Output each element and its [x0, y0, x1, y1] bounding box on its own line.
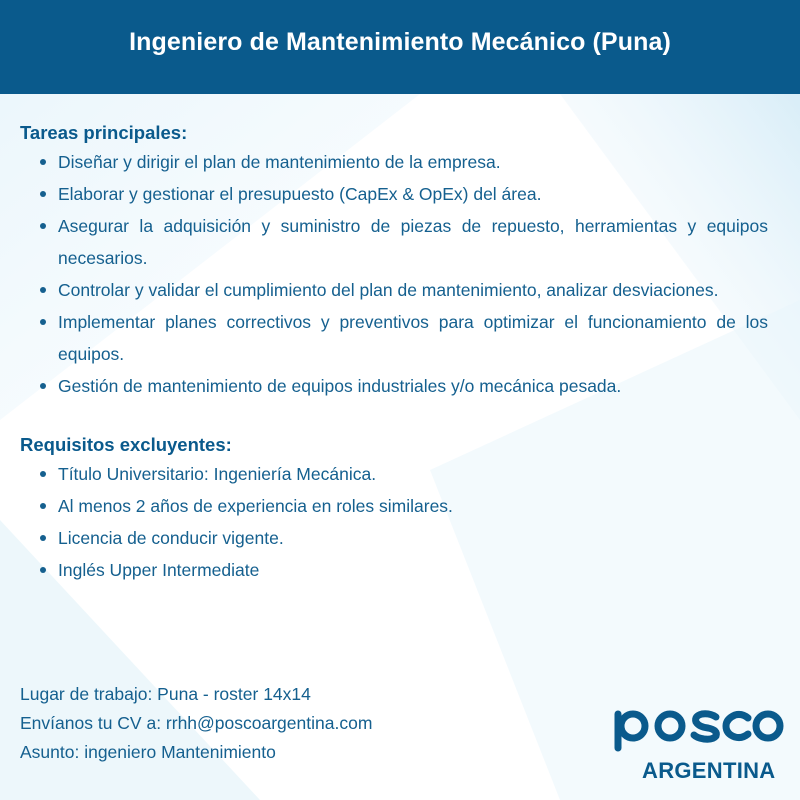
- list-item: Inglés Upper Intermediate: [38, 554, 768, 586]
- requirements-title: Requisitos excluyentes:: [20, 434, 232, 455]
- header-banner: [0, 0, 800, 94]
- list-item: Título Universitario: Ingeniería Mecánica.: [38, 458, 768, 490]
- contact-info: [20, 680, 372, 767]
- list-item: Implementar planes correctivos y preventivos para optimizar el funcionamiento de los equipos.: [38, 306, 768, 370]
- list-item: Gestión de mantenimiento de equipos industriales y/o mecánica pesada.: [38, 370, 768, 402]
- tasks-title: Tareas principales:: [20, 122, 188, 143]
- list-item: Al menos 2 años de experiencia en roles similares.: [38, 490, 768, 522]
- email-subject: Asunto: ingeniero Mantenimiento: [20, 742, 276, 762]
- list-item: Diseñar y dirigir el plan de mantenimiento de la empresa.: [38, 146, 768, 178]
- cv-email: Envíanos tu CV a: rrhh@poscoargentina.com: [20, 713, 373, 733]
- work-location: Lugar de trabajo: Puna - roster 14x14: [20, 684, 311, 704]
- page-title: Ingeniero de Mantenimiento Mecánico (Puna): [129, 28, 671, 56]
- list-item: Licencia de conducir vigente.: [38, 522, 768, 554]
- main-content: [20, 120, 768, 586]
- list-item: Asegurar la adquisición y suministro de piezas de repuesto, herramientas y equipos necesarios.: [38, 210, 768, 274]
- requirements-list: [38, 458, 768, 586]
- list-item: Controlar y validar el cumplimiento del plan de mantenimiento, analizar desviaciones.: [38, 274, 768, 306]
- list-item: Elaborar y gestionar el presupuesto (CapEx & OpEx) del área.: [38, 178, 768, 210]
- tasks-list: [38, 146, 768, 402]
- logo-subtitle: ARGENTINA: [642, 758, 776, 783]
